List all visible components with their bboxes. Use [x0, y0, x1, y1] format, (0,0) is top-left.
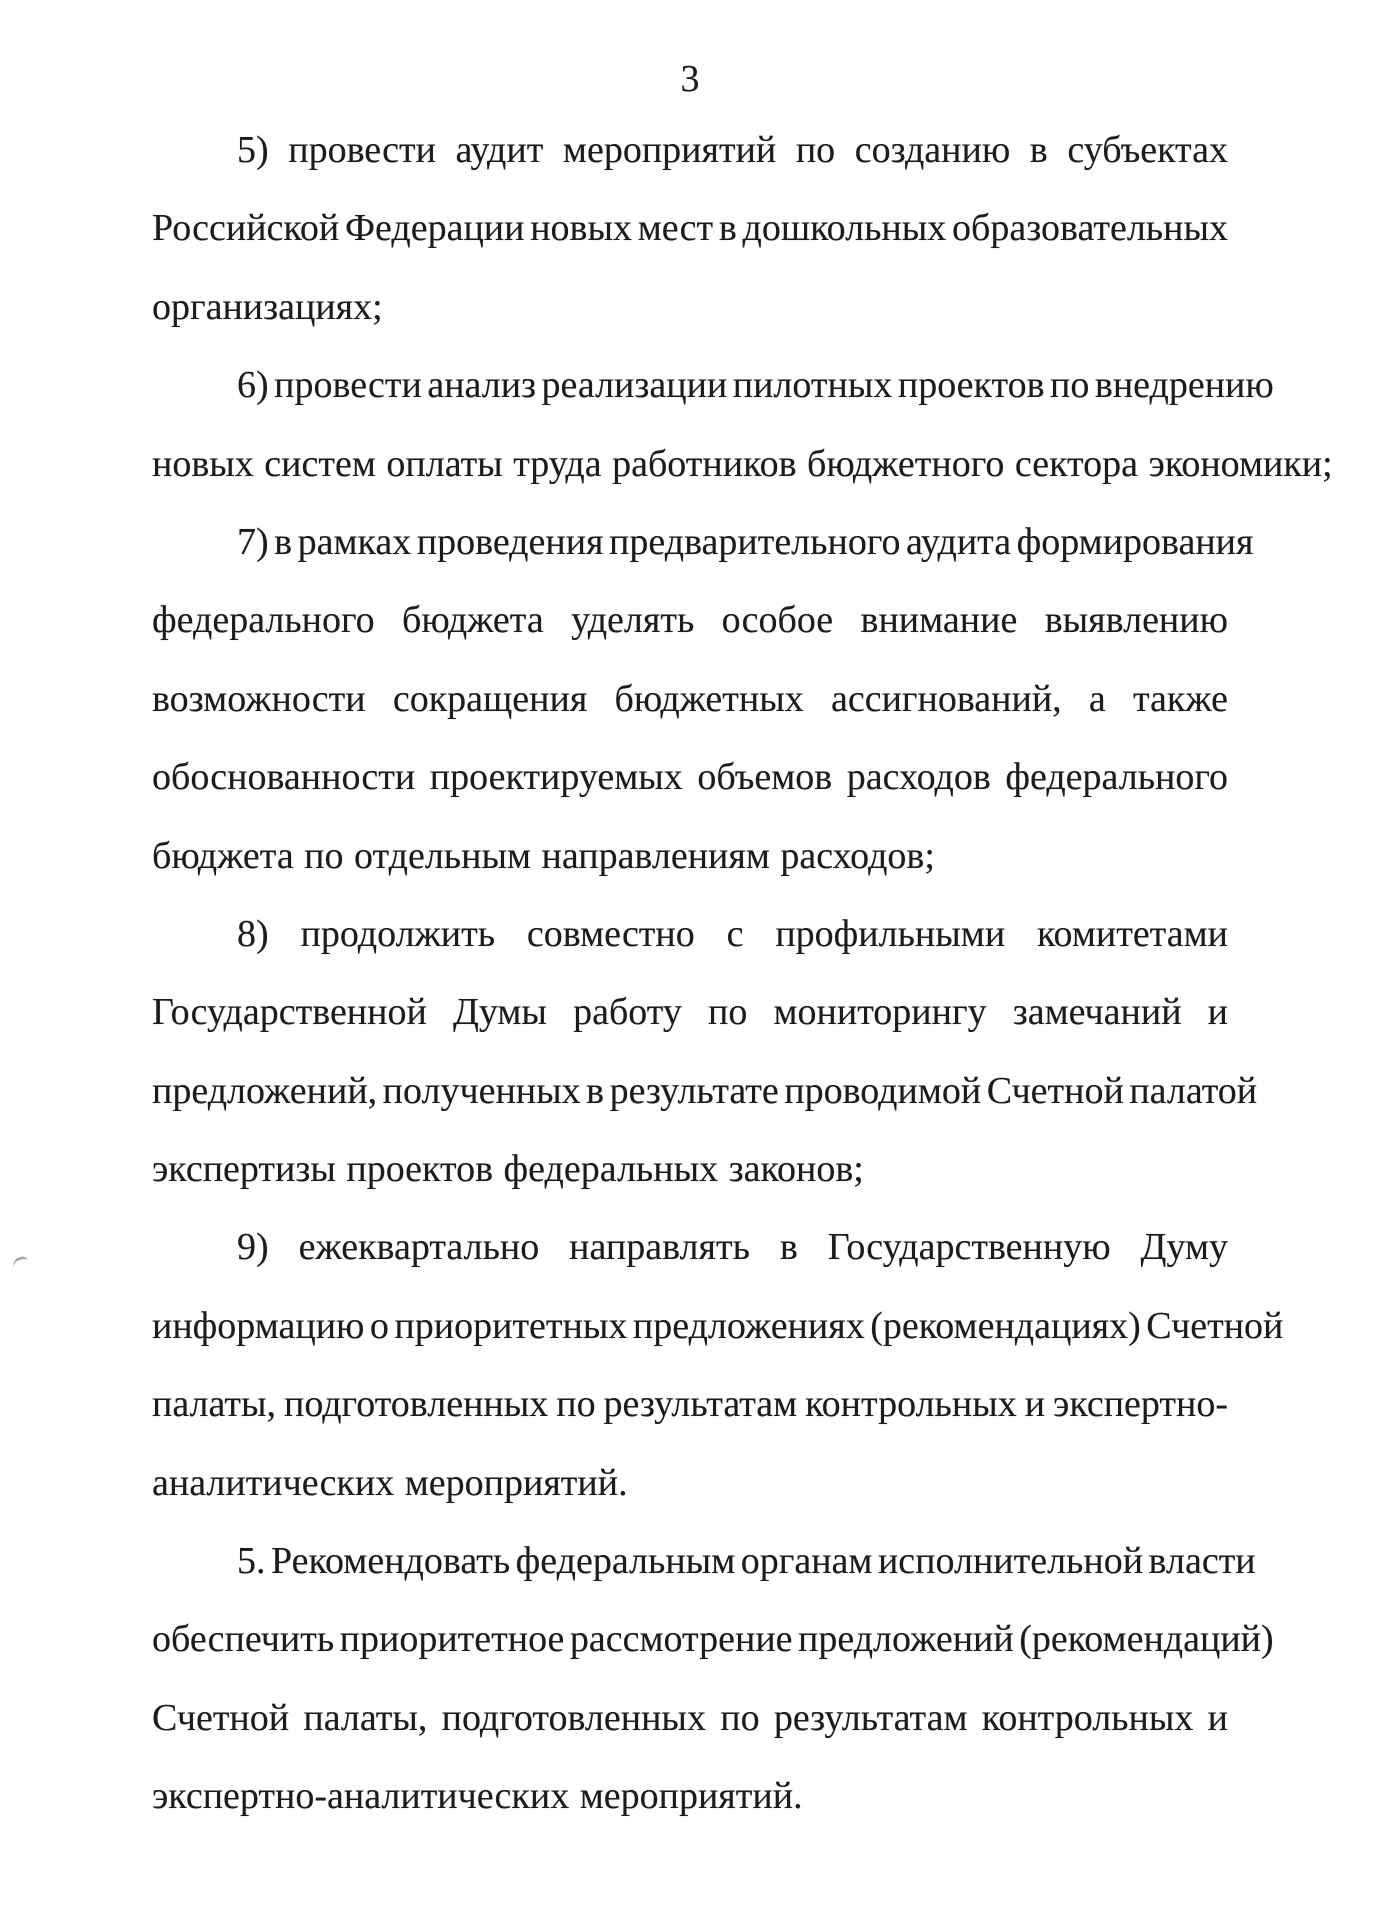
text-line: 8) продолжить совместно с профильными комитетами	[237, 912, 1228, 955]
text-line: 7) в рамках проведения предварительного аудита формирования	[237, 520, 1254, 563]
text-line: Российской Федерации новых мест в дошкольных образовательных	[152, 207, 1228, 250]
text-line: 5) провести аудит мероприятий по созданию в субъектах	[237, 129, 1228, 171]
text-line: Счетной палаты, подготовленных по результатам контрольных и	[152, 1696, 1228, 1739]
text-line: бюджета по отдельным направлениям расходов;	[152, 834, 935, 877]
paragraph-item-9	[152, 1208, 1284, 1522]
text-line: предложений, полученных в результате проводимой Счетной палатой	[152, 1069, 1258, 1112]
text-line: организациях;	[152, 285, 383, 328]
text-line: федерального бюджета уделять особое внимание выявлению	[152, 599, 1228, 642]
text-line: обоснованности проектируемых объемов расходов федерального	[152, 756, 1228, 799]
paragraph-item-8	[152, 895, 1258, 1209]
text-line: информацию о приоритетных предложениях (рекомендациях) Счетной	[152, 1304, 1284, 1347]
page-number: 3	[680, 58, 700, 100]
text-line: экспертизы проектов федеральных законов;	[152, 1148, 864, 1191]
text-line: экспертно-аналитических мероприятий.	[152, 1775, 803, 1818]
paragraph-item-5-main	[152, 1522, 1274, 1836]
text-line: Государственной Думы работу по мониторингу замечаний и	[152, 991, 1228, 1034]
scan-artifact-mark	[11, 1255, 29, 1268]
text-line: 6) провести анализ реализации пилотных проектов по внедрению	[237, 364, 1274, 407]
paragraph-item-7	[152, 503, 1254, 895]
text-line: палаты, подготовленных по результатам контрольных и экспертно-	[152, 1383, 1228, 1426]
document-body	[152, 111, 1333, 1836]
text-line: обеспечить приоритетное рассмотрение предложений (рекомендаций)	[152, 1618, 1274, 1661]
text-line: новых систем оплаты труда работников бюджетного сектора экономики;	[152, 442, 1333, 485]
text-line: 5. Рекомендовать федеральным органам исполнительной власти	[237, 1540, 1256, 1583]
text-line: аналитических мероприятий.	[152, 1461, 628, 1504]
paragraph-item-5	[152, 111, 1228, 346]
text-line: 9) ежеквартально направлять в Государственную Думу	[237, 1226, 1228, 1269]
paragraph-item-6	[152, 346, 1333, 503]
text-line: возможности сокращения бюджетных ассигнований, а также	[152, 677, 1228, 720]
